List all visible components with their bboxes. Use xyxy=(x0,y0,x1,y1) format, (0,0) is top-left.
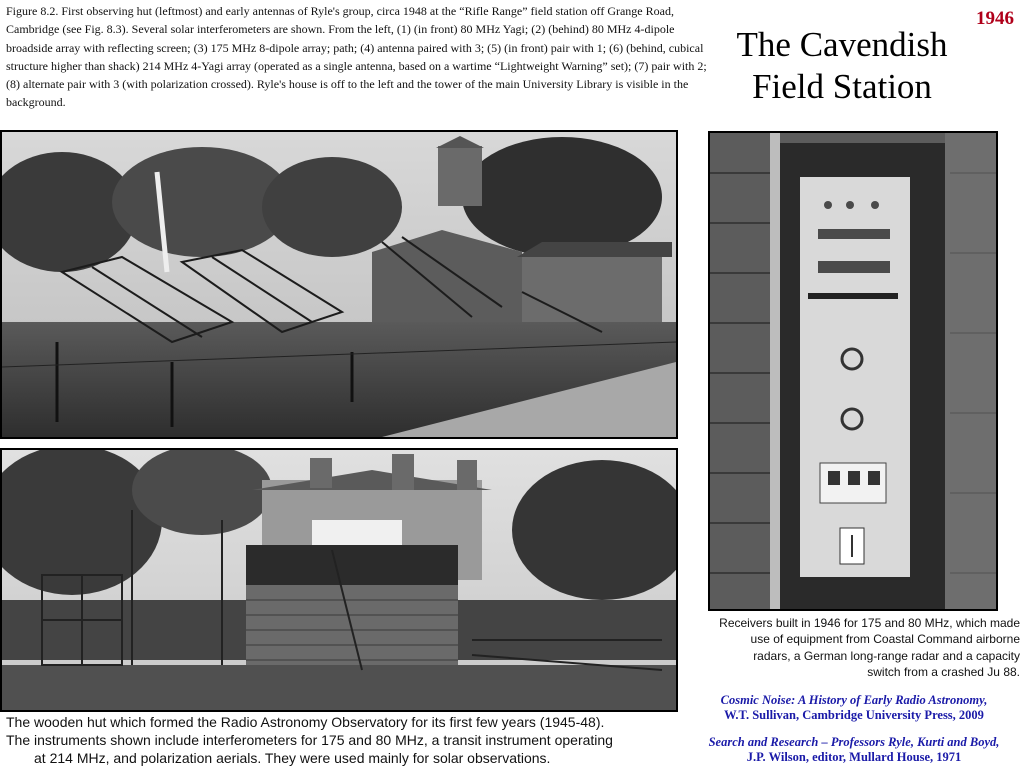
slide-title xyxy=(716,24,968,108)
reference-cosmic-noise xyxy=(688,693,1020,723)
title-line-2: Field Station xyxy=(752,67,932,106)
receiver-caption xyxy=(684,615,1020,681)
receiver-rack-photo xyxy=(708,131,998,611)
receiver-caption-line-4: switch from a crashed Ju 88. xyxy=(867,665,1020,680)
hut-caption-line-2: The instruments shown include interferometers for 175 and 80 MHz, a transit instrument operating xyxy=(6,732,613,748)
title-line-1: The Cavendish xyxy=(736,25,948,64)
reference-1-detail: W.T. Sullivan, Cambridge University Press, 2009 xyxy=(724,708,984,722)
hut-caption xyxy=(6,713,686,767)
year-label: 1946 xyxy=(976,8,1014,29)
hut-caption-line-1: The wooden hut which formed the Radio Astronomy Observatory for its first few years (1945-48). xyxy=(6,714,605,730)
receiver-caption-line-3: radars, a German long-range radar and a capacity xyxy=(753,648,1020,663)
reference-2-detail: J.P. Wilson, editor, Mullard House, 1971 xyxy=(746,750,962,764)
figure-caption: Figure 8.2. First observing hut (leftmost) and early antennas of Ryle's group, circa 1948 at the “Rifle Range” field station off Grange Road, Cambridge (see Fig. 8.3). Several solar interferometers are shown. From the left, (1) (in front) 80 MHz Yagi; (2) (behind) 80 MHz 4-dipole broadside array with reflecting screen; (3) 175 MHz 8-dipole array; path; (4) antenna paired with 3; (5) (in front) pair with 1; (6) (behind, cubical structure higher than shack) 214 MHz 4-Yagi array (operated as a single antenna, based on a wartime “Lightweight Warning” set); (7) pair with 2; (8) alternate pair with 3 (with polarization crossed). Ryle's house is off to the left and the tower of the main University Library is visible in the background. xyxy=(6,4,707,110)
antenna-field-image xyxy=(2,132,676,437)
receiver-caption-line-2: use of equipment from Coastal Command airborne xyxy=(750,632,1020,647)
reference-search-and-research xyxy=(688,735,1020,765)
wooden-hut-photo xyxy=(0,448,678,712)
receiver-caption-line-1: Receivers built in 1946 for 175 and 80 MHz, which made xyxy=(719,616,1020,630)
reference-2-title: Search and Research – Professors Ryle, Kurti and Boyd, xyxy=(708,735,1000,749)
hut-caption-line-3: at 214 MHz, and polarization aerials. They were used mainly for solar observations. xyxy=(34,750,551,766)
receiver-rack-image xyxy=(710,133,996,609)
wooden-hut-image xyxy=(2,450,676,710)
reference-1-title: Cosmic Noise: A History of Early Radio Astronomy, xyxy=(720,693,988,707)
antenna-field-photo xyxy=(0,130,678,439)
